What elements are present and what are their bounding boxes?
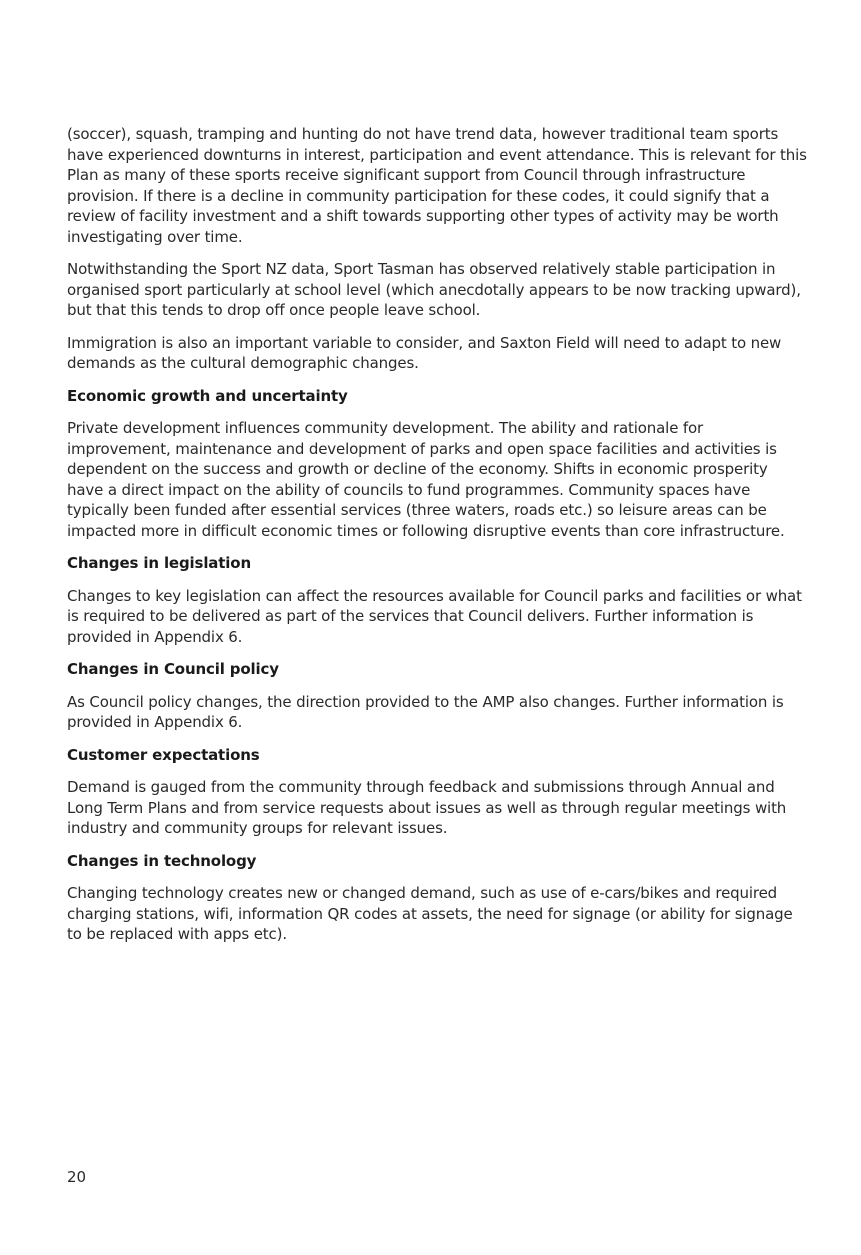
heading-technology: Changes in technology xyxy=(67,851,257,870)
heading-customer-expectations: Customer expectations xyxy=(67,745,260,764)
page-number: 20 xyxy=(67,1168,87,1186)
paragraph-sport-trends: (soccer), squash, tramping and hunting do not have trend data, however traditional team sports have experienced downturns in interest, participation and event attendance. This is relevant for this Plan as many of these sports receive significant support from Council through infrastructure provision. If there is a decline in community participation for these codes, it could signify that a review of facility investment and a shift towards supporting other types of activity may be worth investigating over time. xyxy=(67,125,807,246)
paragraph-technology: Changing technology creates new or changed demand, such as use of e-cars/bikes and required charging stations, wifi, information QR codes at assets, the need for signage (or ability for signage to be replaced with apps etc). xyxy=(67,884,793,943)
paragraph-sport-tasman: Notwithstanding the Sport NZ data, Sport Tasman has observed relatively stable participation in organised sport particularly at school level (which anecdotally appears to be now tracking upward), but that this tends to drop off once people leave school. xyxy=(67,260,801,319)
paragraph-immigration: Immigration is also an important variable to consider, and Saxton Field will need to adapt to new demands as the cultural demographic changes. xyxy=(67,333,782,372)
paragraph-economic-growth: Private development influences community development. The ability and rationale for improvement, maintenance and development of parks and open space facilities and activities is dependent on the success and growth or decline of the economy. Shifts in economic prosperity have a direct impact on the ability of councils to fund programmes. Community spaces have typically been funded after essential services (three waters, roads etc.) so leisure areas can be impacted more in difficult economic times or following disruptive events than core infrastructure. xyxy=(67,419,785,540)
heading-council-policy: Changes in Council policy xyxy=(67,660,279,678)
document-body xyxy=(67,124,807,957)
paragraph-council-policy: As Council policy changes, the direction provided to the AMP also changes. Further information is provided in Appendix 6. xyxy=(67,692,784,731)
heading-economic-growth: Economic growth and uncertainty xyxy=(67,386,348,405)
heading-legislation: Changes in legislation xyxy=(67,554,251,572)
paragraph-customer-expectations: Demand is gauged from the community through feedback and submissions through Annual and Long Term Plans and from service requests about issues as well as through regular meetings with industry and community groups for relevant issues. xyxy=(67,778,787,837)
paragraph-legislation: Changes to key legislation can affect the resources available for Council parks and facilities or what is required to be delivered as part of the services that Council delivers. Further information is provided in Appendix 6. xyxy=(67,586,802,646)
